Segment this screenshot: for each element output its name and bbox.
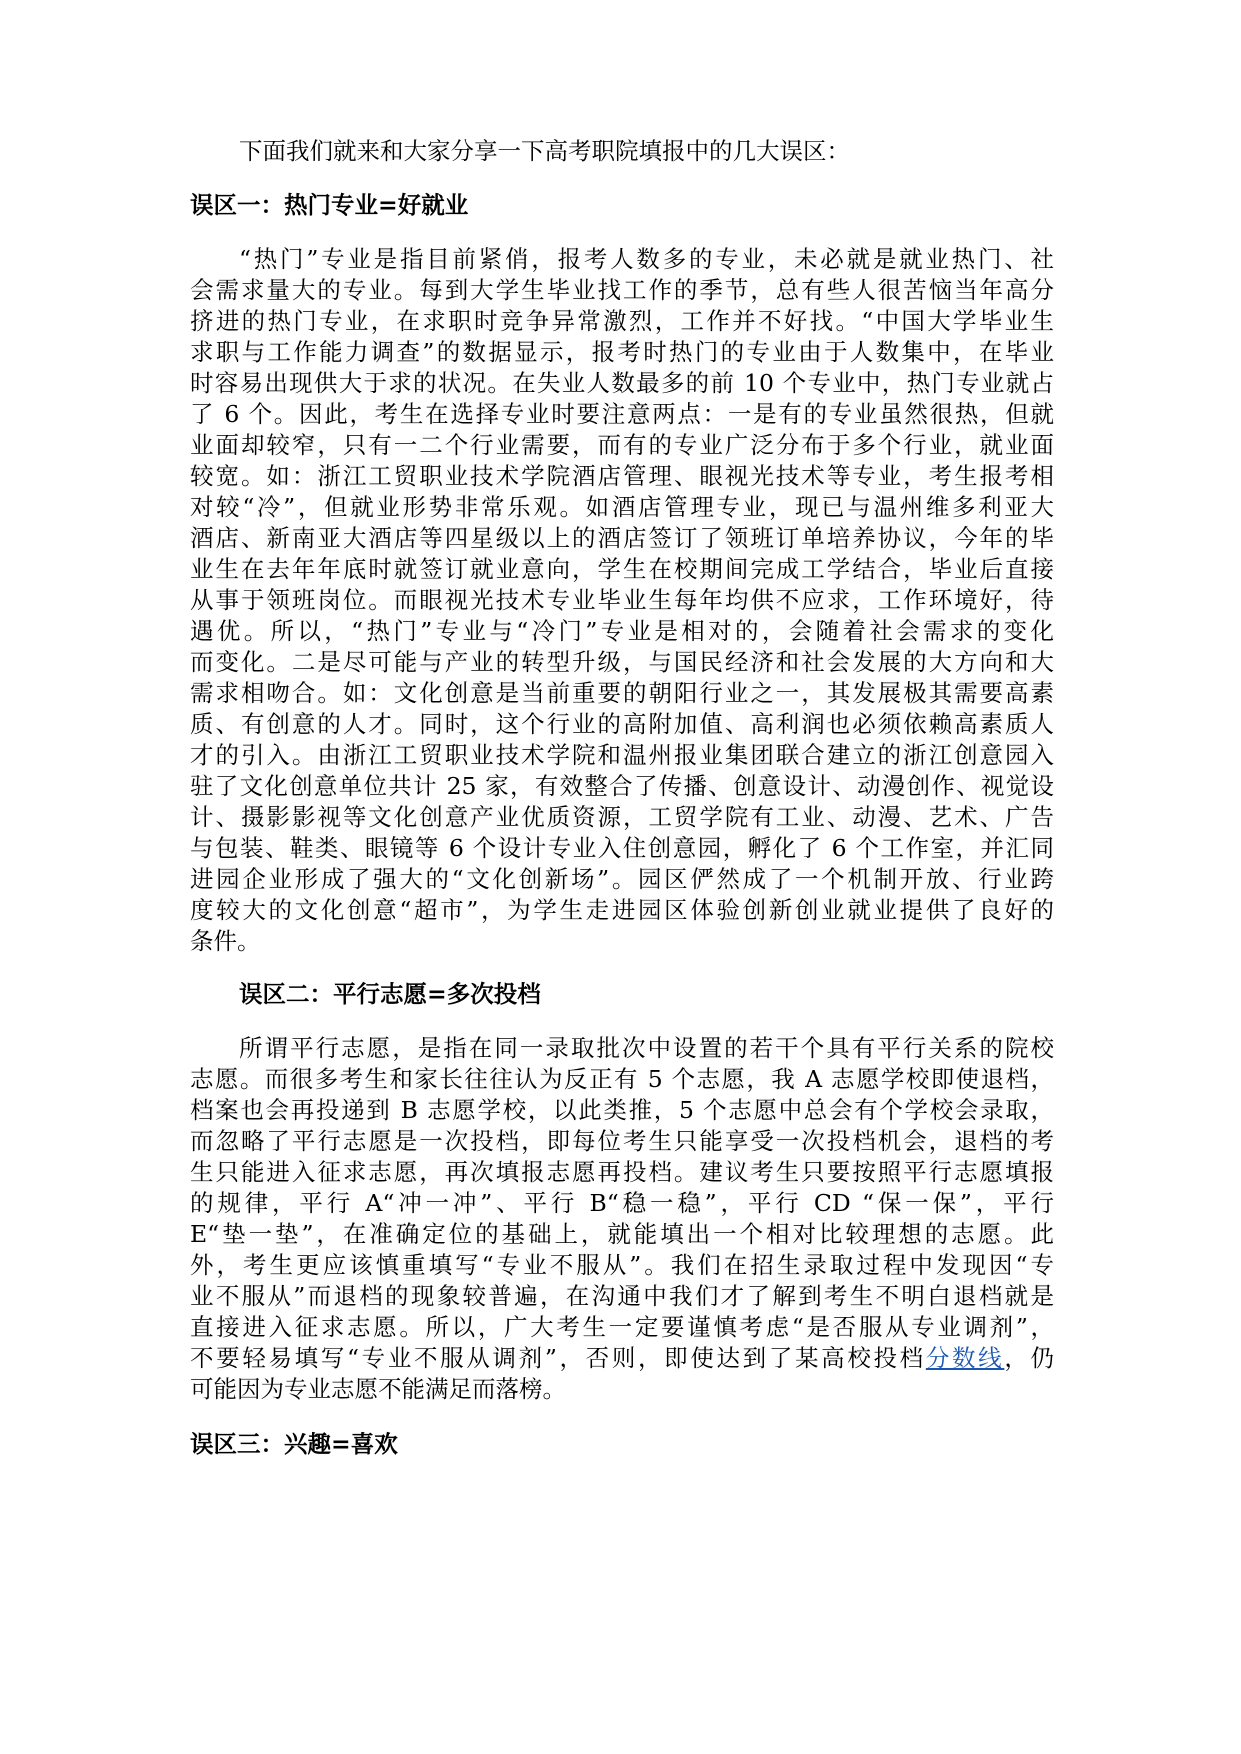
paragraph-line: 而忽略了平行志愿是一次投档，即每位考生只能享受一次投档机会，退档的考: [190, 1127, 1054, 1155]
paragraph-line: 条件。: [190, 927, 261, 955]
paragraph-line: 业生在去年年底时就签订就业意向，学生在校期间完成工学结合，毕业后直接: [190, 555, 1054, 583]
section2-heading: 误区二：平行志愿=多次投档: [239, 980, 541, 1008]
paragraph-line: 计、摄影影视等文化创意产业优质资源，工贸学院有工业、动漫、艺术、广告: [190, 803, 1054, 831]
line-text: 不要轻易填写“专业不服从调剂”，否则，即使达到了某高校投档: [190, 1344, 926, 1372]
paragraph-line: 较宽。如：浙江工贸职业技术学院酒店管理、眼视光技术等专业，考生报考相: [190, 462, 1054, 490]
paragraph-line: 质、有创意的人才。同时，这个行业的高附加值、高利润也必须依赖高素质人: [190, 710, 1054, 738]
paragraph-line: 业面却较窄，只有一二个行业需要，而有的专业广泛分布于多个行业，就业面: [190, 431, 1054, 459]
section3-heading: 误区三：兴趣=喜欢: [190, 1430, 398, 1458]
paragraph-line: 所谓平行志愿，是指在同一录取批次中设置的若干个具有平行关系的院校: [239, 1034, 1054, 1062]
paragraph-line: 才的引入。由浙江工贸职业技术学院和温州报业集团联合建立的浙江创意园入: [190, 741, 1054, 769]
paragraph-line: 志愿。而很多考生和家长往往认为反正有 5 个志愿，我 A 志愿学校即使退档，: [190, 1065, 1054, 1093]
paragraph-line: 生只能进入征求志愿，再次填报志愿再投档。建议考生只要按照平行志愿填报: [190, 1158, 1054, 1186]
paragraph-line: 对较“冷”，但就业形势非常乐观。如酒店管理专业，现已与温州维多利亚大: [190, 493, 1054, 521]
paragraph-line: 时容易出现供大于求的状况。在失业人数最多的前 10 个专业中，热门专业就占: [190, 369, 1054, 397]
paragraph-line: 外，考生更应该慎重填写“专业不服从”。我们在招生录取过程中发现因“专: [190, 1251, 1054, 1279]
intro-paragraph: 下面我们就来和大家分享一下高考职院填报中的几大误区：: [239, 137, 850, 165]
paragraph-line: 的规律，平行 A“冲一冲”、平行 B“稳一稳”，平行 CD “保一保”，平行: [190, 1189, 1054, 1217]
paragraph-line: 可能因为专业志愿不能满足而落榜。: [190, 1375, 566, 1403]
paragraph-line: 求职与工作能力调查”的数据显示，报考时热门的专业由于人数集中，在毕业: [190, 338, 1054, 366]
paragraph-line: 酒店、新南亚大酒店等四星级以上的酒店签订了领班订单培养协议，今年的毕: [190, 524, 1054, 552]
paragraph-line: E“垫一垫”，在准确定位的基础上，就能填出一个相对比较理想的志愿。此: [190, 1220, 1054, 1248]
paragraph-line: “热门”专业是指目前紧俏，报考人数多的专业，未必就是就业热门、社: [239, 245, 1054, 273]
section1-heading: 误区一：热门专业=好就业: [190, 191, 469, 219]
paragraph-line: 度较大的文化创意“超市”，为学生走进园区体验创新创业就业提供了良好的: [190, 896, 1054, 924]
line-text: ，仍: [1004, 1344, 1055, 1372]
paragraph-line: 而变化。二是尽可能与产业的转型升级，与国民经济和社会发展的大方向和大: [190, 648, 1054, 676]
score-line-link[interactable]: 分数线: [925, 1344, 1005, 1372]
paragraph-line: 档案也会再投递到 B 志愿学校，以此类推，5 个志愿中总会有个学校会录取，: [190, 1096, 1054, 1124]
paragraph-line: 遇优。所以，“热门”专业与“冷门”专业是相对的，会随着社会需求的变化: [190, 617, 1054, 645]
paragraph-line: 需求相吻合。如：文化创意是当前重要的朝阳行业之一，其发展极其需要高素: [190, 679, 1054, 707]
paragraph-line: 会需求量大的专业。每到大学生毕业找工作的季节，总有些人很苦恼当年高分: [190, 276, 1054, 304]
paragraph-line: 挤进的热门专业，在求职时竞争异常激烈，工作并不好找。“中国大学毕业生: [190, 307, 1054, 335]
paragraph-line: 从事于领班岗位。而眼视光技术专业毕业生每年均供不应求，工作环境好，待: [190, 586, 1054, 614]
paragraph-line-with-link: [190, 1341, 1054, 1375]
paragraph-line: 直接进入征求志愿。所以，广大考生一定要谨慎考虑“是否服从专业调剂”，: [190, 1313, 1054, 1341]
paragraph-line: 驻了文化创意单位共计 25 家，有效整合了传播、创意设计、动漫创作、视觉设: [190, 772, 1054, 800]
paragraph-line: 业不服从”而退档的现象较普遍，在沟通中我们才了解到考生不明白退档就是: [190, 1282, 1054, 1310]
paragraph-line: 了 6 个。因此，考生在选择专业时要注意两点：一是有的专业虽然很热，但就: [190, 400, 1054, 428]
paragraph-line: 进园企业形成了强大的“文化创新场”。园区俨然成了一个机制开放、行业跨: [190, 865, 1054, 893]
paragraph-line: 与包装、鞋类、眼镜等 6 个设计专业入住创意园，孵化了 6 个工作室，并汇同: [190, 834, 1054, 862]
